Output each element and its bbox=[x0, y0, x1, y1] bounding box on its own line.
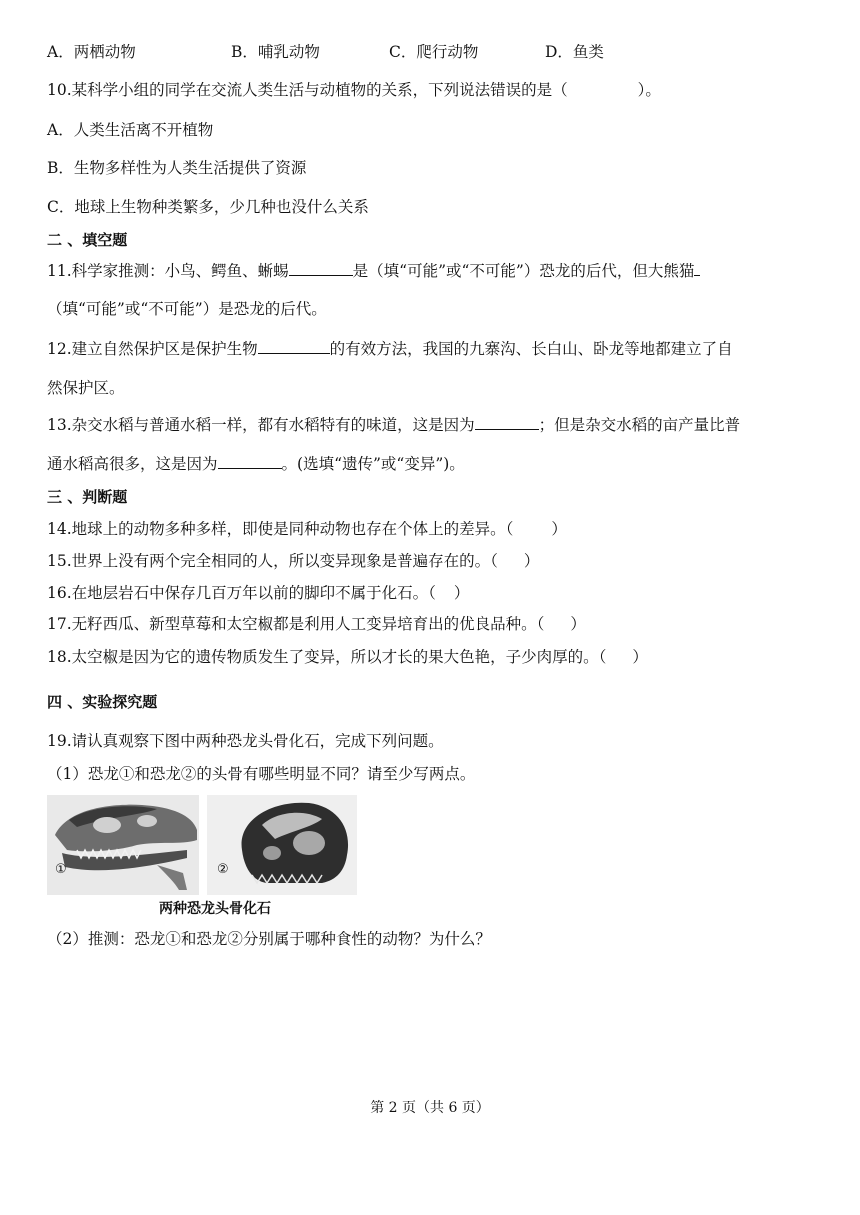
figure-label-2: ② bbox=[217, 862, 229, 877]
q10-option-a: A．人类生活离不开植物 bbox=[47, 121, 214, 139]
q11-part2: 是（填“可能”或“不可能”）恐龙的后代，但大熊猫 bbox=[352, 262, 695, 280]
fill-blank bbox=[258, 339, 330, 354]
q14-close: ） bbox=[551, 520, 567, 538]
q13-line2a: 通水稻高很多，这是因为 bbox=[47, 455, 218, 473]
q17-close: ） bbox=[570, 615, 586, 633]
q16 bbox=[47, 583, 469, 603]
q13-line2 bbox=[47, 454, 465, 474]
figure-caption: 两种恐龙头骨化石 bbox=[159, 901, 271, 917]
q12-part2: 的有效方法，我国的九寨沟、长白山、卧龙等地都建立了自 bbox=[329, 340, 733, 358]
section-heading-experiment: 四 、实验探究题 bbox=[47, 693, 158, 711]
q10-stem bbox=[47, 80, 661, 100]
fill-blank bbox=[218, 454, 282, 469]
q13-line1 bbox=[47, 415, 740, 435]
q11-line2: （填“可能”或“不可能”）是恐龙的后代。 bbox=[47, 300, 327, 318]
q9-option-c: C．爬行动物 bbox=[389, 43, 479, 61]
q12-part1: 12.建立自然保护区是保护生物 bbox=[47, 340, 258, 358]
q9-option-a: A．两栖动物 bbox=[47, 43, 136, 61]
q13-part2: ；但是杂交水稻的亩产量比普 bbox=[538, 416, 741, 434]
q12-line1 bbox=[47, 339, 733, 359]
q19-sub1: （1）恐龙①和恐龙②的头骨有哪些明显不同？请至少写两点。 bbox=[47, 765, 476, 783]
q15-close: ） bbox=[523, 552, 540, 570]
q18-close: ） bbox=[632, 648, 648, 666]
fill-blank bbox=[475, 415, 539, 430]
q10-stem-end: ）。 bbox=[637, 81, 661, 99]
q18-text: 18.太空椒是因为它的遗传物质发生了变异，所以才长的果大色艳，子少肉厚的。（ bbox=[47, 648, 607, 666]
q13-line2b: 。(选填“遗传”或“变异”)。 bbox=[281, 455, 465, 473]
q17-text: 17.无籽西瓜、新型草莓和太空椒都是利用人工变异培育出的优良品种。（ bbox=[47, 615, 545, 633]
q10-option-c: C．地球上生物种类繁多，少几种也没什么关系 bbox=[47, 198, 369, 216]
q10-stem-text: 10.某科学小组的同学在交流人类生活与动植物的关系，下列说法错误的是（ bbox=[47, 81, 568, 99]
q10-option-b: B．生物多样性为人类生活提供了资源 bbox=[47, 159, 307, 177]
q11-line1 bbox=[47, 261, 700, 281]
section-heading-judgement: 三 、判断题 bbox=[47, 488, 128, 506]
q17 bbox=[47, 614, 586, 634]
q11-part1: 11.科学家推测：小鸟、鳄鱼、蜥蜴 bbox=[47, 262, 289, 280]
figure-label-1: ① bbox=[55, 862, 67, 877]
q16-close: ） bbox=[453, 584, 470, 602]
skull-illustration bbox=[47, 795, 357, 917]
q13-part1: 13.杂交水稻与普通水稻一样，都有水稻特有的味道，这是因为 bbox=[47, 416, 475, 434]
q14 bbox=[47, 519, 567, 539]
q18 bbox=[47, 647, 648, 667]
q9-option-d: D．鱼类 bbox=[545, 43, 604, 61]
section-heading-fill-blank: 二 、填空题 bbox=[47, 231, 128, 249]
q15-text: 15.世界上没有两个完全相同的人，所以变异现象是普遍存在的。（ bbox=[47, 552, 498, 570]
q15 bbox=[47, 551, 539, 571]
dinosaur-skull-figure bbox=[47, 795, 357, 917]
fill-blank bbox=[694, 261, 700, 276]
q9-option-b: B．哺乳动物 bbox=[231, 43, 320, 61]
q14-text: 14.地球上的动物多种多样，即使是同种动物也存在个体上的差异。（ bbox=[47, 520, 514, 538]
q19-stem: 19.请认真观察下图中两种恐龙头骨化石，完成下列问题。 bbox=[47, 732, 444, 750]
q19-sub2: （2）推测：恐龙①和恐龙②分别属于哪种食性的动物？为什么？ bbox=[47, 930, 491, 948]
page-footer: 第 2 页（共 6 页） bbox=[370, 1100, 490, 1116]
q16-text: 16.在地层岩石中保存几百万年以前的脚印不属于化石。（ bbox=[47, 584, 436, 602]
q12-line2: 然保护区。 bbox=[47, 379, 125, 397]
fill-blank bbox=[289, 261, 353, 276]
